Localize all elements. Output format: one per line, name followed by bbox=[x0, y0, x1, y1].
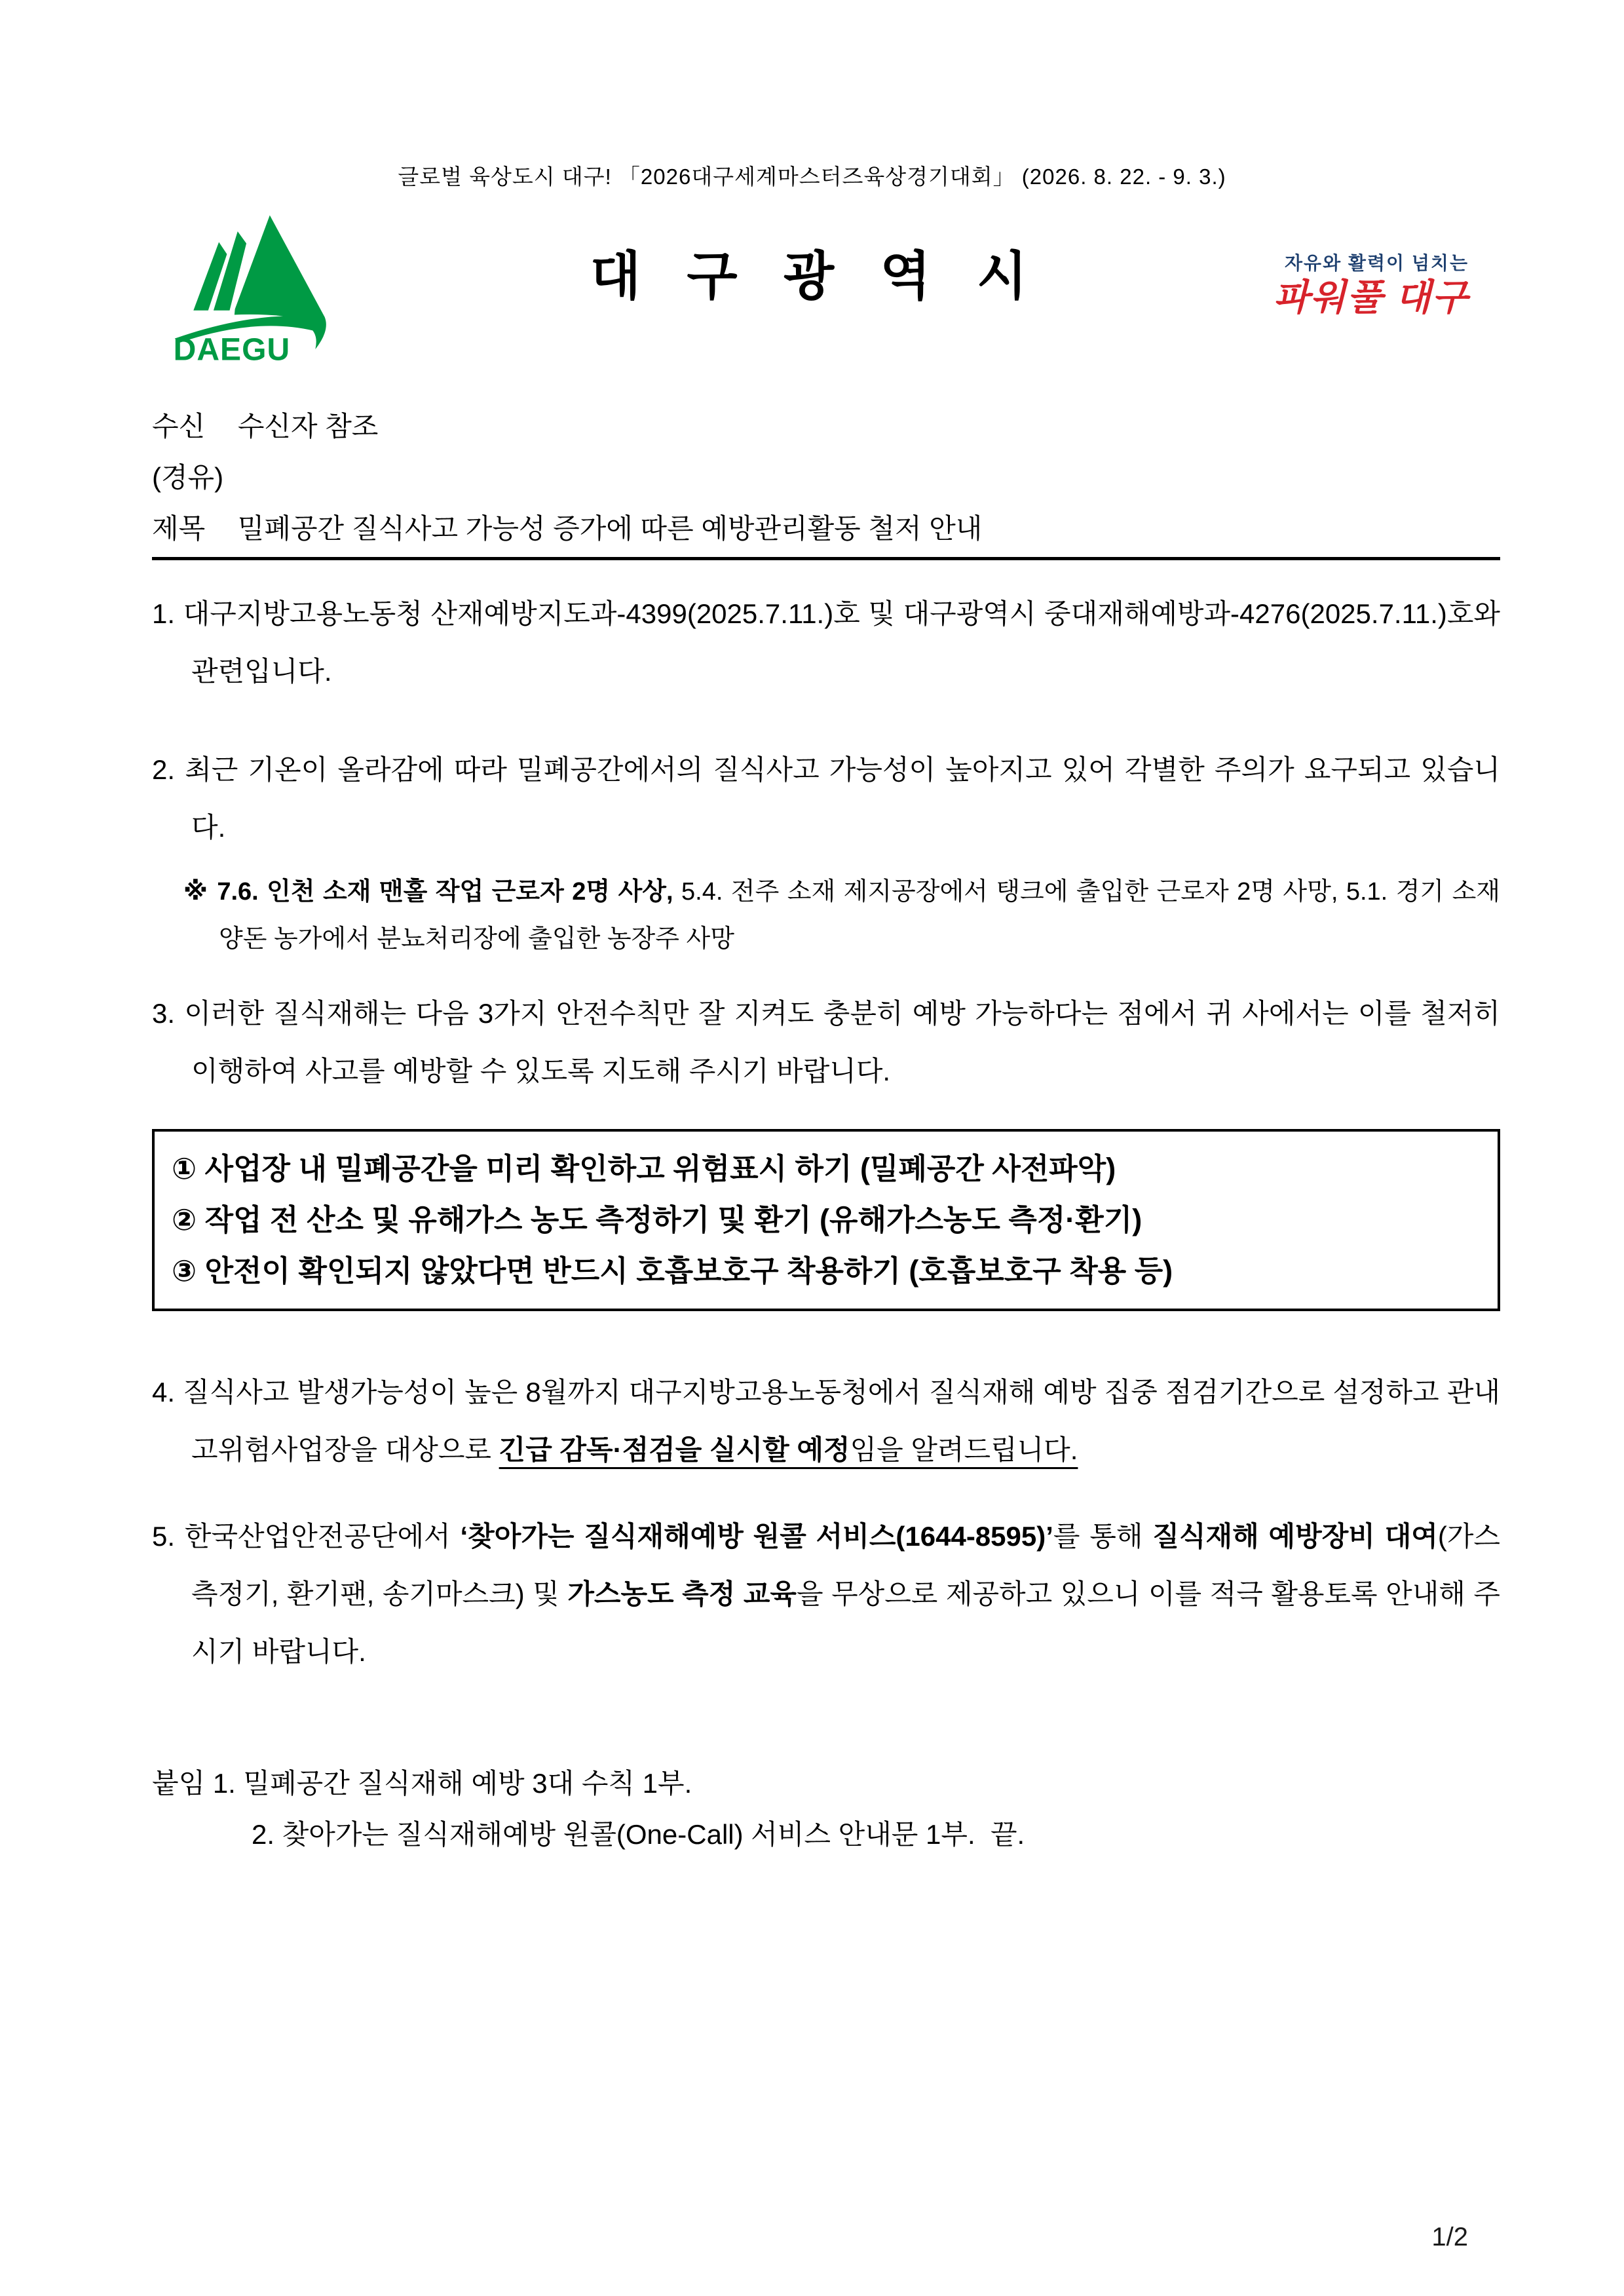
attachment-line: 붙임 1. 밀폐공간 질식재해 예방 3대 수칙 1부. bbox=[152, 1768, 692, 1799]
subject-line bbox=[152, 503, 1500, 554]
attachment-line: 2. 찾아가는 질식재해예방 원콜(One-Call) 서비스 안내문 1부. 끝. bbox=[252, 1819, 1025, 1850]
recipient-line bbox=[152, 401, 1500, 452]
recipient-label: 수신 bbox=[152, 411, 206, 442]
text-segment: ‘찾아가는 질식재해예방 원콜 서비스(1644-8595)’ bbox=[460, 1521, 1053, 1552]
safety-rule-item: ① 사업장 내 밀폐공간을 미리 확인하고 위험표시 하기 (밀폐공간 사전파악) bbox=[172, 1152, 1116, 1185]
attachments bbox=[152, 1758, 1500, 1860]
text-segment: 5. 한국산업안전공단에서 bbox=[152, 1521, 461, 1552]
text-segment: 2. 최근 기온이 올라감에 따라 밀폐공간에서의 질식사고 가능성이 높아지고 있어 각별한 주의가 요구되고 있습니다. bbox=[152, 754, 1500, 843]
page-number: 1/2 bbox=[1431, 2223, 1468, 2251]
text-segment: 가스농도 측정 교육 bbox=[567, 1578, 797, 1609]
paragraph bbox=[152, 585, 1500, 700]
text-segment: 임을 알려드립니다. bbox=[850, 1434, 1078, 1465]
safety-rules-box bbox=[152, 1129, 1500, 1311]
text-segment: 4. 질식사고 발생가능성이 높은 8월까지 대구지방고용노동청에서 질식재해 예방 집중 점검기간으로 설정하고 관내 고위험사업장을 대상으로 bbox=[152, 1377, 1500, 1465]
slogan-subtitle: 자유와 활력이 넘치는 bbox=[1285, 253, 1469, 273]
text-segment: (가스측정기, 환기팬, 송기마스크) 및 bbox=[191, 1521, 1501, 1609]
paragraph bbox=[152, 1364, 1500, 1479]
slogan-main: 파워풀 대구 bbox=[1273, 277, 1469, 318]
text-segment: 를 통해 bbox=[1053, 1521, 1153, 1552]
text-segment: 1. 대구지방고용노동청 산재예방지도과-4399(2025.7.11.)호 및 대구광역시 중대재해예방과-4276(2025.7.11.)호와 관련입니다. bbox=[152, 598, 1500, 687]
paragraph bbox=[152, 1508, 1500, 1681]
recipient-value: 수신자 참조 bbox=[237, 411, 379, 442]
paragraph bbox=[152, 741, 1500, 856]
page-title: 대 구 광 역 시 bbox=[590, 247, 1034, 305]
accident-cases-note bbox=[183, 868, 1500, 963]
safety-rule-item: ② 작업 전 산소 및 유해가스 농도 측정하기 및 환기 (유해가스농도 측정·환기) bbox=[172, 1203, 1142, 1236]
header-divider bbox=[152, 557, 1500, 560]
body-paragraphs bbox=[152, 585, 1500, 1860]
text-segment: 3. 이러한 질식재해는 다음 3가지 안전수칙만 잘 지켜도 충분히 예방 가능하다는 점에서 귀 사에서는 이를 철저히 이행하여 사고를 예방할 수 있도록 지도해 주시기 바랍니다. bbox=[152, 998, 1500, 1086]
text-segment: 을 무상으로 제공하고 있으니 이를 적극 활용토록 안내해 주시기 바랍니다. bbox=[191, 1578, 1500, 1667]
safety-rule-item: ③ 안전이 확인되지 않았다면 반드시 호흡보호구 착용하기 (호흡보호구 착용 등) bbox=[172, 1254, 1173, 1288]
subject-value: 밀폐공간 질식사고 가능성 증가에 따른 예방관리활동 철저 안내 bbox=[237, 513, 983, 544]
logo-wordmark: DAEGU bbox=[173, 332, 291, 368]
city-slogan bbox=[1274, 254, 1469, 316]
event-banner-text: 글로벌 육상도시 대구! 「2026대구세계마스터즈육상경기대회」 (2026. 8. 22. - 9. 3.) bbox=[398, 164, 1226, 189]
paragraph bbox=[152, 985, 1500, 1100]
text-segment: 질식재해 예방장비 대여 bbox=[1152, 1521, 1438, 1552]
text-segment: 긴급 감독·점검을 실시할 예정 bbox=[499, 1434, 850, 1465]
document-body bbox=[152, 401, 1500, 1860]
subject-label: 제목 bbox=[152, 513, 206, 544]
via-line: (경유) bbox=[152, 462, 224, 493]
text-segment: 5.4. 전주 소재 제지공장에서 탱크에 출입한 근로자 2명 사망, 5.1. 경기 소재 양돈 농가에서 분뇨처리장에 출입한 농장주 사망 bbox=[219, 878, 1500, 953]
text-segment: ※ 7.6. 인천 소재 맨홀 작업 근로자 2명 사상, bbox=[183, 878, 673, 906]
